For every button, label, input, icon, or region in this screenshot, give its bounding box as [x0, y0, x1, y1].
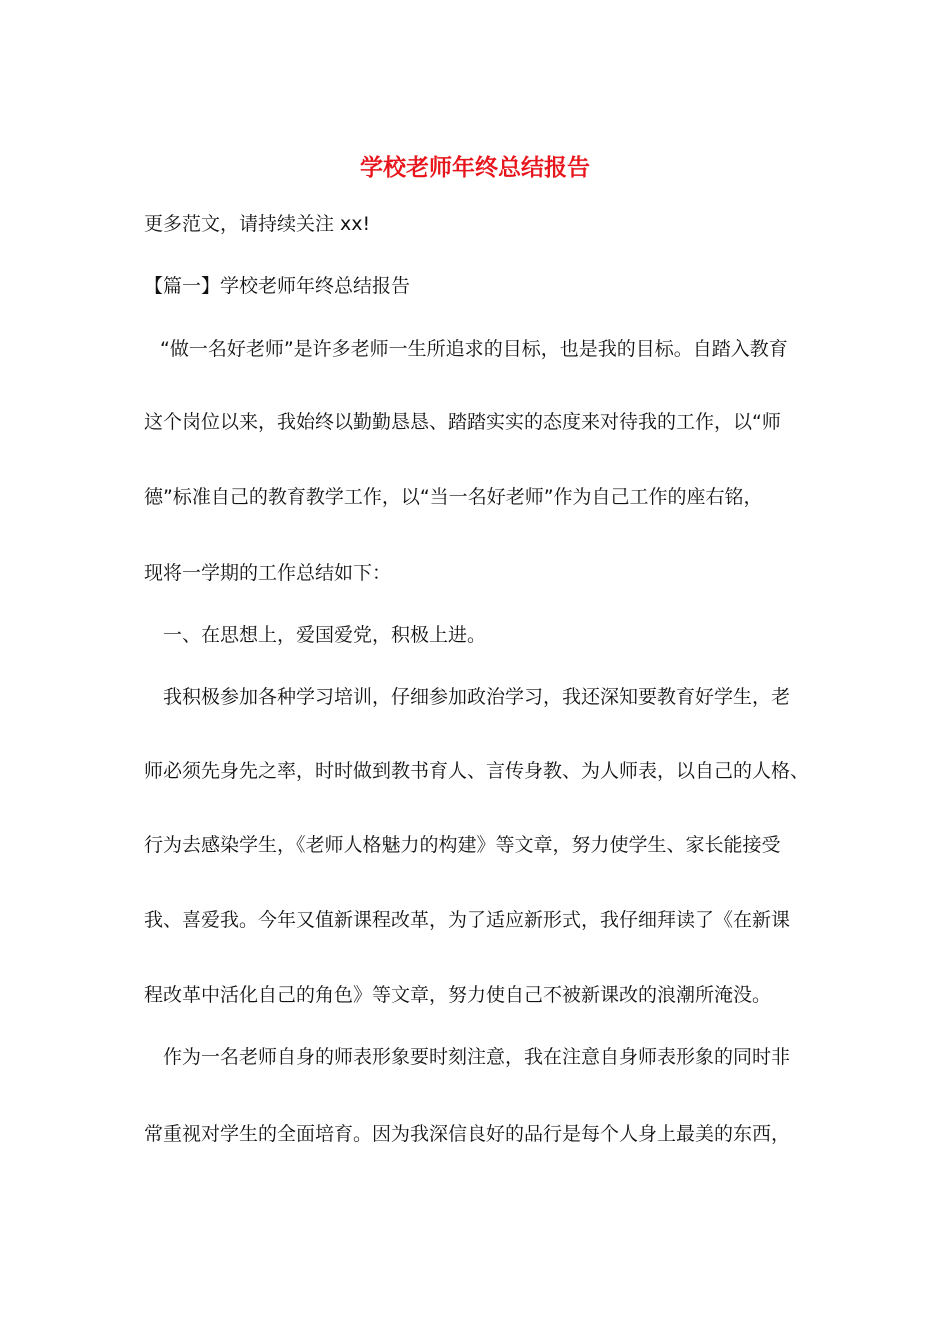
paragraph-line: 这个岗位以来，我始终以勤勤恳恳、踏踏实实的态度来对待我的工作，以“师 [144, 411, 781, 433]
paragraph-line: 现将一学期的工作总结如下： [144, 562, 392, 584]
document-title: 学校老师年终总结报告 [360, 154, 590, 181]
paragraph-line: 我、喜爱我。今年又值新课程改革，为了适应新形式，我仔细拜读了《在新课 [144, 909, 791, 931]
paragraph-line: 程改革中活化自己的角色》等文章，努力使自己不被新课改的浪潮所淹没。 [144, 984, 772, 1006]
paragraph-line: 我积极参加各种学习培训，仔细参加政治学习，我还深知要教育好学生，老 [163, 686, 791, 708]
paragraph-line: 行为去感染学生，《老师人格魅力的构建》等文章，努力使学生、家长能接受 [144, 834, 781, 856]
paragraph-line: 作为一名老师自身的师表形象要时刻注意，我在注意自身师表形象的同时非 [163, 1046, 791, 1068]
paragraph-line: “做一名好老师”是许多老师一生所追求的目标，也是我的目标。自踏入教育 [160, 338, 788, 360]
paragraph-line: 常重视对学生的全面培育。因为我深信良好的品行是每个人身上最美的东西， [144, 1123, 791, 1145]
intro-line: 更多范文，请持续关注 xx! [144, 213, 371, 235]
paragraph-line: 师必须先身先之率，时时做到教书育人、言传身教、为人师表，以自己的人格、 [144, 760, 810, 782]
paragraph-line: 德”标准自己的教育教学工作，以“当一名好老师”作为自己工作的座右铭， [144, 486, 763, 508]
subsection-heading: 一、在思想上，爱国爱党，积极上进。 [163, 624, 487, 646]
section-heading: 【篇一】学校老师年终总结报告 [144, 275, 411, 297]
